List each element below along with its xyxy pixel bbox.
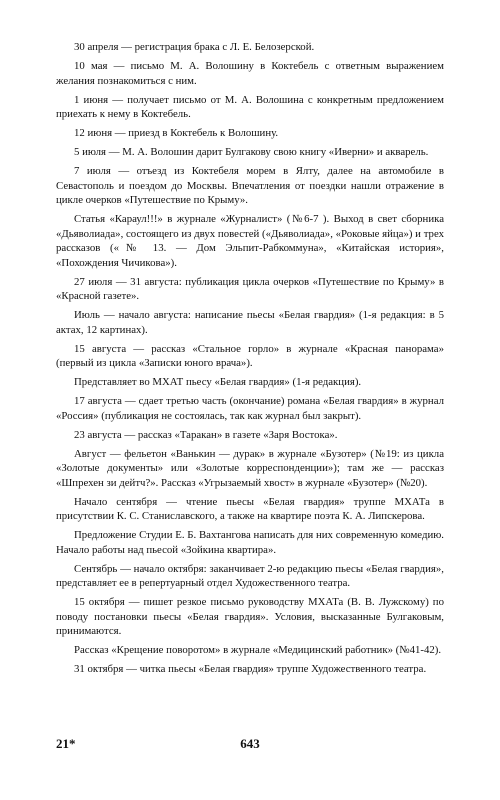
signature-mark: 21* xyxy=(56,736,76,751)
chronology-entry: 15 октября — пишет резкое письмо руководству МХАТа (В. В. Лужскому) по поводу постановки пьесы «Белая гвардия». Условия, высказанные Булгаковым, принимаются. xyxy=(56,596,444,637)
chronology-entry: 10 мая — письмо М. А. Волошину в Коктебель с ответным выражением желания познакомиться с ним. xyxy=(56,60,444,87)
chronology-entry: Рассказ «Крещение поворотом» в журнале «Медицинский работник» (№41-42). xyxy=(74,644,442,656)
chronology-entry: 5 июля — М. А. Волошин дарит Булгакову свою книгу «Иверни» и акварель. xyxy=(74,146,429,158)
chronology-entry: Статья «Караул!!!» в журнале «Журналист» (№6-7 ). Выход в свет сборника «Дьяволиада», состоящего из двух повестей («Дьяволиада», «Роковые яйца») и трех рассказов («№ 13. — Дом Эльпит-Рабкоммуна», «Китайская история», «Похождения Чичикова»). xyxy=(56,213,444,269)
chronology-entry: 31 октября — читка пьесы «Белая гвардия» труппе Художественного театра. xyxy=(74,663,427,675)
chronology-entry: 1 июня — получает письмо от М. А. Волошина с конкретным предложением приехать к нему в Коктебель. xyxy=(56,93,444,120)
page-number: 643 xyxy=(240,736,260,751)
chronology-entry: Представляет во МХАТ пьесу «Белая гвардия» (1-я редакция). xyxy=(74,376,362,388)
page-footer xyxy=(56,736,444,756)
chronology-entry: Начало сентября — чтение пьесы «Белая гвардия» труппе МХАТа в присутствии К. С. Станиславского, а также на квартире поэта К. А. Липскерова. xyxy=(56,495,444,522)
chronology-entry: 17 августа — сдает третью часть (окончание) романа «Белая гвардия» в журнал «Россия» (публикация не состоялась, так как журнал был закрыт). xyxy=(56,395,444,422)
chronology-entry: 23 августа — рассказ «Таракан» в газете «Заря Востока». xyxy=(74,428,338,441)
chronology-entry: Август — фельетон «Ванькин — дурак» в журнале «Бузотер» (№19: из цикла «Золотые документы» или «Золотые корреспонденции»); там же — рассказ «Шпрехен зи дейтч?». Рассказ «Угрызаемый хвост» в журнале «Бузотер» (№20). xyxy=(56,447,444,489)
chronology-entry: Сентябрь — начало октября: заканчивает 2-ю редакцию пьесы «Белая гвардия», представляет ее в репертуарный отдел Художественного театра. xyxy=(56,562,444,589)
chronology-entry: Июль — начало августа: написание пьесы «Белая гвардия» (1-я редакция: в 5 актах, 12 картинах). xyxy=(56,309,444,336)
chronology-entry: Предложение Студии Е. Б. Вахтангова написать для них современную комедию. Начало работы над пьесой «Зойкина квартира». xyxy=(56,529,444,556)
chronology-entry: 12 июня — приезд в Коктебель к Волошину. xyxy=(74,127,279,139)
chronology-entry: 7 июля — отъезд из Коктебеля морем в Ялту, далее на автомобиле в Севастополь и поездом до Москвы. Впечатления от поездки нашли отражение в цикле очерков «Путешествие по Крыму». xyxy=(56,165,444,206)
chronology-entry: 30 апреля — регистрация брака с Л. Е. Белозерской. xyxy=(74,41,315,53)
chronology-text xyxy=(56,40,444,681)
chronology-entry: 27 июля — 31 августа: публикация цикла очерков «Путешествие по Крыму» в «Красной газете». xyxy=(56,275,444,302)
chronology-entry: 15 августа — рассказ «Стальное горло» в журнале «Красная панорама» (первый из цикла «Записки юного врача»). xyxy=(56,342,444,369)
